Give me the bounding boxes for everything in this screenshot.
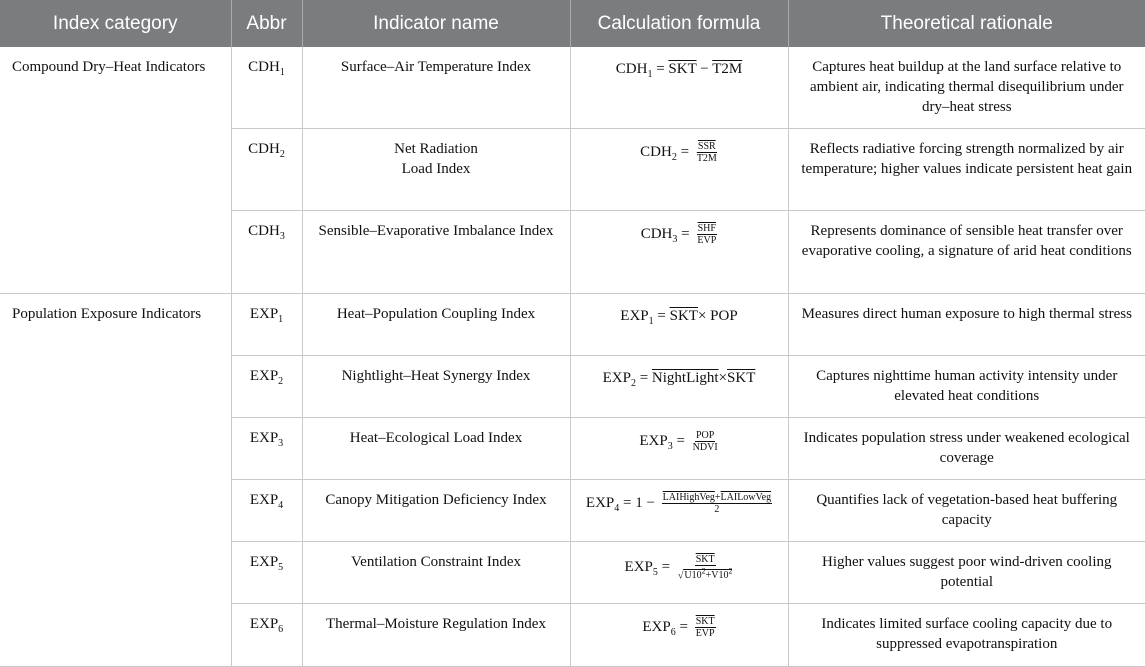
- indicator-name-cell: Surface–Air Temperature Index: [302, 47, 570, 129]
- abbr-cell: $CDH_3$: [231, 211, 302, 294]
- abbr-cell: $EXP_5$: [231, 542, 302, 604]
- table-row: [0, 294, 1145, 356]
- abbr-cell: $EXP_1$: [231, 294, 302, 356]
- formula-cell: $CDH_1 = \overline{SKT} - T2M$: [570, 47, 788, 129]
- formula-cell: $EXP_2$ = $NightLight\times\overline{SKT}$: [570, 356, 788, 418]
- fraction: $\frac{\overline{SKT}}{\text{EVP}}$: [695, 616, 715, 639]
- rationale-cell: Captures nighttime human activity intensity under elevated heat conditions: [788, 356, 1145, 418]
- header-indicator-name: Indicator name: [302, 0, 570, 47]
- formula-cell: $CDH_2$ = $\frac{\overline{SSR}}{T2M}$: [570, 129, 788, 211]
- abbr-cell: $CDH_2$: [231, 129, 302, 211]
- formula-cell: $EXP_5$ = $\frac{\overline{SKT}}{√U10^2+V10^2}$: [570, 542, 788, 604]
- header-row: [0, 0, 1145, 47]
- abbr-cell: $EXP_3$: [231, 418, 302, 480]
- category-cell-compound-dry-heat: Compound Dry–Heat Indicators: [0, 47, 231, 294]
- formula-cell: $EXP_4 = 1$ − $\frac{\text{LAIHighVeg+LAILowVeg}}{2}$: [570, 480, 788, 542]
- indicator-name-cell: Net Radiation Load Index: [302, 129, 570, 211]
- rationale-cell: Indicates population stress under weakened ecological coverage: [788, 418, 1145, 480]
- header-theoretical-rationale: Theoretical rationale: [788, 0, 1145, 47]
- formula-cell: $EXP_3$ = $\frac{\text{POP}}{\text{NDVI}}$: [570, 418, 788, 480]
- indicator-name-cell: Thermal–Moisture Regulation Index: [302, 604, 570, 667]
- header-index-category: Index category: [0, 0, 231, 47]
- rationale-cell: Indicates limited surface cooling capacity due to suppressed evapotranspiration: [788, 604, 1145, 667]
- rationale-cell: Higher values suggest poor wind-driven cooling potential: [788, 542, 1145, 604]
- rationale-cell: Quantifies lack of vegetation-based heat buffering capacity: [788, 480, 1145, 542]
- abbr-cell: $EXP_6$: [231, 604, 302, 667]
- abbr-cell: $CDH_1$: [231, 47, 302, 129]
- fraction: $\frac{\overline{SKT}}{√U10^2+V10^2}$: [677, 554, 733, 582]
- fraction: $\frac{\overline{SSR}}{T2M}$: [696, 141, 717, 164]
- indicator-name-cell: Sensible–Evaporative Imbalance Index: [302, 211, 570, 294]
- fraction: $\frac{\text{POP}}{\text{NDVI}}$: [692, 430, 718, 453]
- formula-cell: $EXP_1 = \overline{SKT}\times$ POP: [570, 294, 788, 356]
- abbr-cell: $EXP_4$: [231, 480, 302, 542]
- category-cell-population-exposure: Population Exposure Indicators: [0, 294, 231, 667]
- formula-cell: $EXP_6$ = $\frac{\overline{SKT}}{\text{EVP}}$: [570, 604, 788, 667]
- indicator-name-cell: Nightlight–Heat Synergy Index: [302, 356, 570, 418]
- fraction: $\frac{\text{LAIHighVeg+LAILowVeg}}{2}$: [662, 492, 772, 515]
- indicator-name-cell: Heat–Population Coupling Index: [302, 294, 570, 356]
- header-abbr: Abbr: [231, 0, 302, 47]
- formula-cell: $CDH_3$ = $\frac{\overline{SHF}}{\text{EVP}}$: [570, 211, 788, 294]
- indicator-name-cell: Ventilation Constraint Index: [302, 542, 570, 604]
- header-calculation-formula: Calculation formula: [570, 0, 788, 47]
- rationale-cell: Measures direct human exposure to high thermal stress: [788, 294, 1145, 356]
- rationale-cell: Represents dominance of sensible heat transfer over evaporative cooling, a signature of arid heat conditions: [788, 211, 1145, 294]
- fraction: $\frac{\overline{SHF}}{\text{EVP}}$: [697, 223, 717, 246]
- indicator-name-cell: Canopy Mitigation Deficiency Index: [302, 480, 570, 542]
- abbr-cell: $EXP_2$: [231, 356, 302, 418]
- rationale-cell: Captures heat buildup at the land surface relative to ambient air, indicating thermal disequilibrium under dry–heat stress: [788, 47, 1145, 129]
- indicator-name-cell: Heat–Ecological Load Index: [302, 418, 570, 480]
- table-row: [0, 47, 1145, 129]
- rationale-cell: Reflects radiative forcing strength normalized by air temperature; higher values indicate persistent heat gain: [788, 129, 1145, 211]
